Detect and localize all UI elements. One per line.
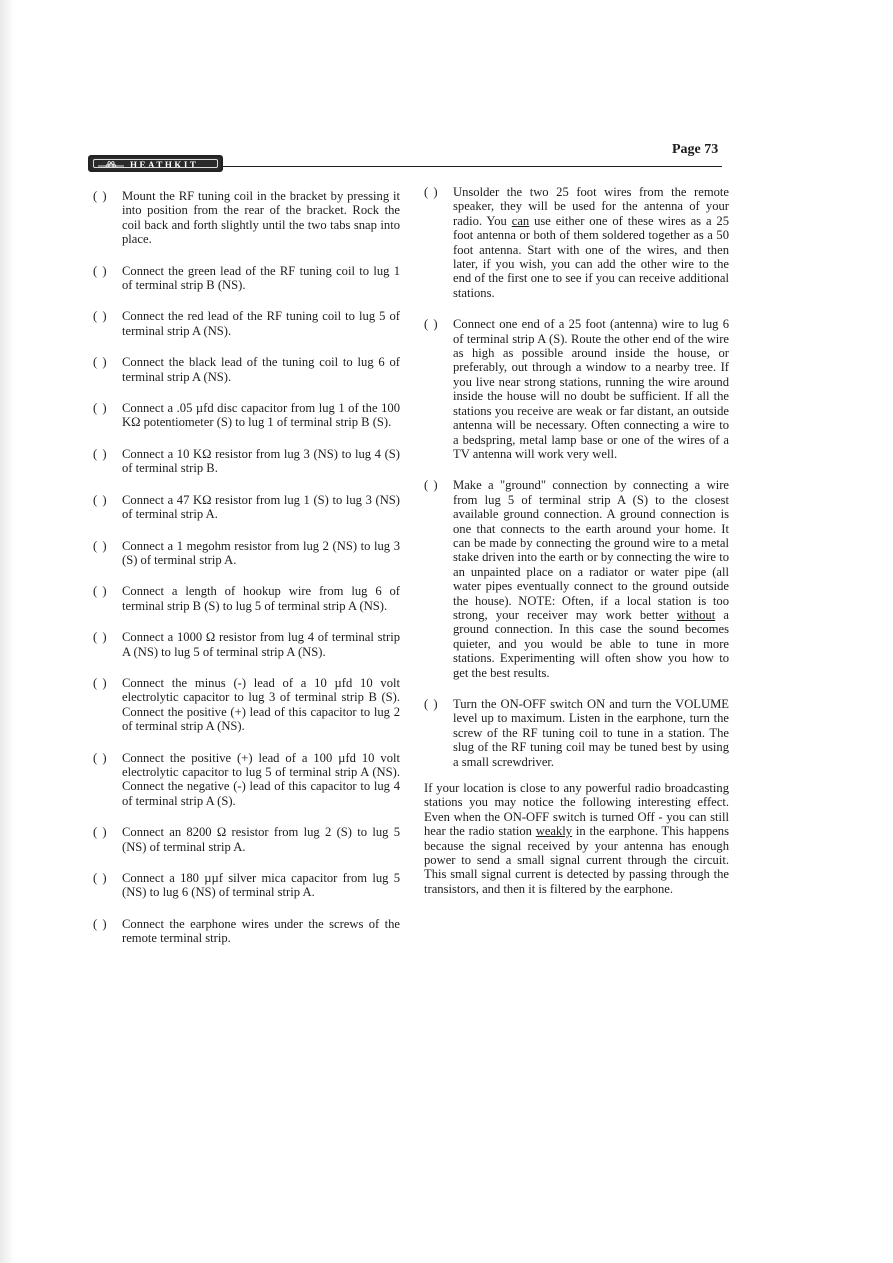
step-checkbox[interactable]: ( ) xyxy=(93,189,108,203)
step-text: Connect a .05 µfd disc capacitor from lug 1 of the 100 KΩ potentiometer (S) to lug 1 of terminal strip B (S). xyxy=(122,401,400,430)
step-ground-connection xyxy=(424,478,729,680)
step-text: Make a "ground" connection by connecting a wire from lug 5 of terminal strip A (S) to the closest available ground connection. A ground connection is one that connects to the earth around your home. It can be made by connecting the ground wire to a metal stake driven into the earth or by connecting the wire to an unpainted place on a radiator or water pipe (all water pipes eventually connect to the ground outside the house). NOTE: Often, if a local station is too strong, your receiver may work better xyxy=(453,478,729,622)
step-checkbox[interactable]: ( ) xyxy=(93,446,108,461)
step-text: Connect a length of hookup wire from lug 6 of terminal strip B (S) to lug 5 of terminal strip A (NS). xyxy=(122,584,400,613)
paragraph-text-underlined: weakly xyxy=(535,824,573,839)
step-unsolder-wires xyxy=(424,185,729,300)
step-text: a ground connection. In this case the sound becomes quieter, and you would be able to tune in more stations. Experimenting will often show you how to get the best results. xyxy=(453,607,729,680)
step-text-underlined: can xyxy=(511,213,530,228)
step-text: Connect the black lead of the tuning coil to lug 6 of terminal strip A (NS). xyxy=(122,355,400,384)
step-8200-ohm-resistor xyxy=(93,825,400,854)
step-10k-resistor xyxy=(93,447,400,476)
step-text: Connect a 1000 Ω resistor from lug 4 of terminal strip A (NS) to lug 5 of terminal strip A (NS). xyxy=(122,630,400,659)
step-mount-rf-coil xyxy=(93,189,400,247)
closing-paragraph xyxy=(424,781,729,896)
step-checkbox[interactable]: ( ) xyxy=(424,478,439,493)
step-checkbox[interactable]: ( ) xyxy=(93,675,108,690)
step-text: Mount the RF tuning coil in the bracket by pressing it into position from the rear of the bracket. Rock the coil back and forth slightly until the two tabs snap into place. xyxy=(122,189,400,247)
step-tune-station xyxy=(424,697,729,769)
step-text: Connect a 47 KΩ resistor from lug 1 (S) to lug 3 (NS) of terminal strip A. xyxy=(122,492,400,522)
step-earphone-wires xyxy=(93,917,400,946)
step-text: Connect the green lead of the RF tuning coil to lug 1 of terminal strip B (NS). xyxy=(122,263,400,293)
step-checkbox[interactable]: ( ) xyxy=(93,263,108,278)
scan-edge-shadow xyxy=(0,0,14,1263)
step-silver-mica-capacitor xyxy=(93,871,400,900)
step-red-lead xyxy=(93,309,400,338)
step-text: use either one of these wires as a 25 foot antenna or both of them soldered together as a 50 foot antenna. Start with one of the wires, and then later, if you wish, you can add the other wire to the end of the first one to see if you can receive additional stations. xyxy=(453,213,729,300)
step-1000-ohm-resistor xyxy=(93,630,400,659)
step-checkbox[interactable]: ( ) xyxy=(93,584,108,599)
step-10ufd-capacitor xyxy=(93,676,400,734)
step-text: Connect an 8200 Ω resistor from lug 2 (S) to lug 5 (NS) of terminal strip A. xyxy=(122,825,400,854)
step-checkbox[interactable]: ( ) xyxy=(93,916,108,931)
step-text: Connect the red lead of the RF tuning coil to lug 5 of terminal strip A (NS). xyxy=(122,309,400,338)
step-text: Connect a 1 megohm resistor from lug 2 (NS) to lug 3 (S) of terminal strip A. xyxy=(122,538,400,567)
step-checkbox[interactable]: ( ) xyxy=(424,185,439,199)
step-text: Connect the earphone wires under the screws of the remote terminal strip. xyxy=(122,916,400,946)
step-checkbox[interactable]: ( ) xyxy=(93,825,108,840)
header-rule xyxy=(223,166,722,167)
step-text: Turn the ON-OFF switch ON and turn the VOLUME level up to maximum. Listen in the earphone, turn the screw of the RF tuning coil to tune in a station. The slug of the RF tuning coil may be tuned best by using a small screwdriver. xyxy=(453,697,729,769)
step-text-underlined: without xyxy=(676,607,716,622)
heathkit-logo xyxy=(88,155,223,172)
step-1-megohm-resistor xyxy=(93,539,400,568)
step-text: Connect the positive (+) lead of a 100 µfd 10 volt electrolytic capacitor to lug 5 of terminal strip A (NS). Connect the negative (-) lead of this capacitor to lug 4 of terminal strip A (S). xyxy=(122,750,400,808)
step-checkbox[interactable]: ( ) xyxy=(424,697,439,711)
page-number: Page 73 xyxy=(672,142,719,157)
step-text: Connect a 180 µµf silver mica capacitor from lug 5 (NS) to lug 6 (NS) of terminal strip A. xyxy=(122,871,400,900)
step-100ufd-capacitor xyxy=(93,751,400,809)
step-text: Connect one end of a 25 foot (antenna) wire to lug 6 of terminal strip A (S). Route the other end of the wire as high as possible around inside the house, or preferably, out through a window to a nearby tree. If you live near strong stations, running the wire around inside the house will no doubt be sufficient. If all the stations you receive are weak or far distant, an outside antenna will be necessary. Often connecting a wire to a bedspring, metal lamp base or one of the wires of a TV antenna will work very well. xyxy=(453,317,729,461)
step-disc-capacitor xyxy=(93,401,400,430)
step-checkbox[interactable]: ( ) xyxy=(93,750,108,765)
step-green-lead xyxy=(93,264,400,293)
step-checkbox[interactable]: ( ) xyxy=(93,401,108,416)
step-text: Unsolder the two 25 foot wires from the remote speaker, they will be used for the antenna of your radio. You xyxy=(453,185,729,228)
atom-icon xyxy=(98,161,124,168)
step-text: Connect the minus (-) lead of a 10 µfd 10 volt electrolytic capacitor to lug 3 of terminal strip B (S). Connect the positive (+) lead of this capacitor to lug 2 of terminal strip A (NS). xyxy=(122,675,400,734)
right-column xyxy=(424,185,729,896)
step-checkbox[interactable]: ( ) xyxy=(93,355,108,370)
step-connect-antenna xyxy=(424,317,729,461)
paragraph-text: in the earphone. This happens because the signal received by your antenna has enough power to send a small signal current through the circuit. This small signal current is detected by passing through the transistors, and then it is filtered by the earphone. xyxy=(424,824,730,896)
step-47k-resistor xyxy=(93,493,400,522)
step-black-lead xyxy=(93,355,400,384)
logo-text: HEATHKIT xyxy=(130,160,199,168)
step-checkbox[interactable]: ( ) xyxy=(93,309,108,324)
step-hookup-wire xyxy=(93,584,400,613)
step-checkbox[interactable]: ( ) xyxy=(424,317,439,332)
step-text: Connect a 10 KΩ resistor from lug 3 (NS) to lug 4 (S) of terminal strip B. xyxy=(122,446,400,476)
paragraph-text: If your location is close to any powerful radio broadcasting stations you may notice the following interesting effect. Even when the ON-OFF switch is turned Off - you can still hear the radio station xyxy=(424,781,729,839)
step-checkbox[interactable]: ( ) xyxy=(93,492,108,507)
step-checkbox[interactable]: ( ) xyxy=(93,538,108,553)
step-checkbox[interactable]: ( ) xyxy=(93,630,108,645)
left-column xyxy=(93,189,400,963)
step-checkbox[interactable]: ( ) xyxy=(93,871,108,885)
